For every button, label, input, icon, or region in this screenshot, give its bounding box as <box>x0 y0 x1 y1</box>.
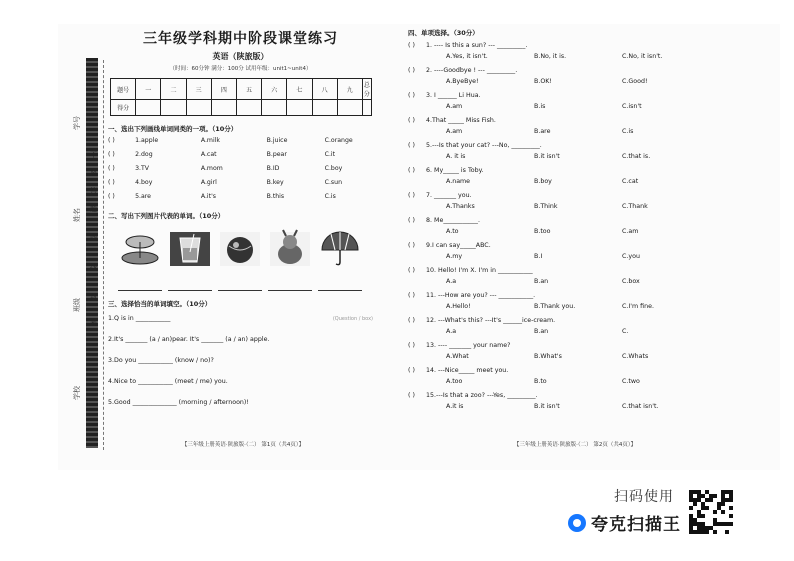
exam-title: 三年级学科期中阶段课堂练习 <box>143 31 338 47</box>
fill-blank-item[interactable] <box>108 329 373 350</box>
picture-answer-lines <box>118 278 373 291</box>
option-b: B.What's <box>534 353 562 360</box>
option-a: A.name <box>446 178 471 185</box>
fill-blank-text: 5.Good ______________ (morning / afternoon)! <box>108 399 249 406</box>
word: 5.are <box>135 192 151 200</box>
option-a: A.ByeBye! <box>446 78 479 85</box>
option-b: B.OK! <box>534 78 552 85</box>
answer-bracket[interactable]: ( ) <box>408 367 415 374</box>
option-c: C.box <box>622 278 640 285</box>
picture-row <box>118 228 373 268</box>
option-a: A.too <box>446 378 463 385</box>
score-header-cell: 总分 <box>362 79 371 100</box>
question <box>408 215 730 226</box>
score-row-label: 得分 <box>111 100 136 116</box>
option-c: C.orange <box>324 136 353 144</box>
answer-bracket[interactable]: ( ) <box>408 242 415 249</box>
answer-bracket[interactable]: ( ) <box>408 392 415 399</box>
qr-code-icon[interactable] <box>689 490 733 534</box>
question-options <box>408 76 730 87</box>
score-cell[interactable] <box>161 100 186 116</box>
question-text: 15.---Is that a zoo? ---Yes, _________. <box>426 392 538 399</box>
question-text: 10. Hello! I'm X. I'm in ___________ <box>426 267 533 274</box>
question <box>408 140 730 151</box>
question <box>408 65 730 76</box>
umbrella-icon <box>318 228 362 268</box>
option-b: B.to <box>534 378 547 385</box>
exam-subtitle: 英语（陕旅版） <box>212 52 269 61</box>
question <box>408 265 730 276</box>
score-cell[interactable] <box>287 100 312 116</box>
option-b: B.Think <box>534 203 558 210</box>
option-a: A.girl <box>200 178 217 186</box>
section-2-heading: 二、写出下列图片代表的单词。（10分） <box>108 212 225 220</box>
option-c: C.is <box>324 192 336 200</box>
question-text: 3. I ______ Li Hua. <box>426 92 481 99</box>
option-a: A.it's <box>200 192 217 200</box>
fill-blank-text: 3.Do you ___________ (know / no)? <box>108 357 214 364</box>
option-c: C.that isn't. <box>622 403 659 410</box>
word: 1.apple <box>135 136 159 144</box>
option-b: B.ID <box>266 164 280 172</box>
glass-of-juice-icon <box>168 228 212 268</box>
quark-scanner-logo-icon <box>568 514 586 532</box>
option-c: C.that is. <box>622 153 651 160</box>
word: 2.dog <box>135 150 153 158</box>
answer-bracket[interactable]: ( ) <box>408 117 415 124</box>
option-a: A.Yes, it isn't. <box>446 53 488 60</box>
list-item <box>108 161 373 175</box>
brand-row <box>568 510 681 535</box>
seal-line-char: 不 <box>90 151 97 159</box>
score-header-cell: 四 <box>211 79 236 100</box>
question <box>408 190 730 201</box>
scan-to-use-label: 扫码使用 <box>614 489 674 505</box>
option-a: A.a <box>446 328 457 335</box>
score-header-cell: 题号 <box>111 79 136 100</box>
answer-bracket[interactable]: ( ) <box>408 342 415 349</box>
option-a: A. it is <box>446 153 466 160</box>
question-list <box>408 40 730 412</box>
list-item <box>108 133 373 147</box>
question-text: 11. ---How are you? --- ___________. <box>426 292 536 299</box>
option-a: A.it is <box>446 403 464 410</box>
answer-line[interactable] <box>168 278 212 291</box>
option-b: B.juice <box>266 136 288 144</box>
question-options <box>408 176 730 187</box>
answer-bracket[interactable]: ( ) <box>408 292 415 299</box>
option-b: B.boy <box>534 178 552 185</box>
score-header-cell: 九 <box>337 79 362 100</box>
cartoon-animal-icon <box>268 228 312 268</box>
question <box>408 115 730 126</box>
answer-line[interactable] <box>268 278 312 291</box>
question-text: 7. _______ you. <box>426 192 472 199</box>
seal-line-char: 题 <box>90 205 97 213</box>
score-value-row <box>111 100 372 116</box>
option-c: C.Whats <box>622 353 649 360</box>
section-3-list <box>108 308 373 413</box>
score-header-cell: 八 <box>312 79 337 100</box>
score-cell[interactable] <box>136 100 161 116</box>
question-options <box>408 276 730 287</box>
left-page-footer: 【三年级上册英语·陕旅版·（二） 第1页（共4页）】 <box>181 442 305 448</box>
ball-icon <box>218 228 262 268</box>
score-cell[interactable] <box>262 100 287 116</box>
answer-bracket[interactable]: ( ) <box>408 192 415 199</box>
option-c: C.boy <box>324 164 343 172</box>
right-page-footer: 【三年级上册英语·陕旅版·（二） 第2页（共4页）】 <box>513 442 637 448</box>
question-options <box>408 151 730 162</box>
question-options <box>408 251 730 262</box>
option-c: C.I'm fine. <box>622 303 654 310</box>
question <box>408 365 730 376</box>
brand-name: 夸克扫描王 <box>591 515 681 535</box>
question-text: 14. ---Nice_____ meet you. <box>426 367 509 374</box>
option-a: A.milk <box>200 136 220 144</box>
question-text: 2. ----Goodbye ! --- _________. <box>426 67 518 74</box>
option-b: B.Thank you. <box>534 303 576 310</box>
option-a: A.What <box>446 353 469 360</box>
option-c: C.am <box>622 228 639 235</box>
answer-bracket[interactable]: ( ) <box>408 42 415 49</box>
score-cell[interactable] <box>236 100 261 116</box>
score-header-cell: 二 <box>161 79 186 100</box>
option-a: A.my <box>446 253 463 260</box>
question-options <box>408 351 730 362</box>
answer-bracket[interactable]: ( ) <box>408 317 415 324</box>
question <box>408 240 730 251</box>
score-header-cell: 五 <box>236 79 261 100</box>
answer-bracket[interactable]: ( ) <box>408 92 415 99</box>
option-b: B.are <box>534 128 551 135</box>
option-a: A.am <box>446 103 463 110</box>
word: 3.TV <box>135 164 149 172</box>
list-item <box>108 189 373 203</box>
question-options <box>408 301 730 312</box>
option-b: B.it isn't <box>534 153 560 160</box>
seal-line-char: 密 <box>90 319 97 327</box>
fill-blank-text: 1.Q is in ___________ <box>108 315 171 322</box>
question <box>408 390 730 401</box>
question <box>408 165 730 176</box>
question-text: 5.---Is that your cat? ---No, _________. <box>426 142 542 149</box>
option-a: A.cat <box>200 150 217 158</box>
list-item <box>108 147 373 161</box>
option-c: C. <box>622 328 629 335</box>
question <box>408 340 730 351</box>
seal-line-char: 答 <box>90 187 97 195</box>
fill-blank-text: 4.Nice to ___________ (meet / me) you. <box>108 378 228 385</box>
option-c: C.you <box>622 253 640 260</box>
student-id-label: 学号 <box>73 116 81 130</box>
score-header-row <box>111 79 372 100</box>
score-cell[interactable] <box>312 100 337 116</box>
answer-bracket[interactable]: ( ) <box>408 217 415 224</box>
section-4-heading: 四、单项选择。（30分） <box>408 29 479 37</box>
option-c: C.sun <box>324 178 342 186</box>
answer-bracket[interactable]: ( ) <box>408 67 415 74</box>
score-header-cell: 七 <box>287 79 312 100</box>
option-c: C.No, it isn't. <box>622 53 663 60</box>
option-c: C.two <box>622 378 640 385</box>
scanner-brand <box>568 486 681 535</box>
question-options <box>408 201 730 212</box>
exam-meta: （时间：60分钟 满分：100分 试用年级：unit1~unit4） <box>169 66 312 72</box>
option-a: A.to <box>446 228 459 235</box>
question-options <box>408 326 730 337</box>
fill-blank-item[interactable] <box>108 308 373 329</box>
list-item <box>108 175 373 189</box>
option-b: B.pear <box>266 150 287 158</box>
seal-line-char: 要 <box>90 169 97 177</box>
right-page <box>408 28 730 415</box>
score-header-cell: 三 <box>186 79 211 100</box>
seal-line-char: 封 <box>90 293 97 301</box>
option-c: C.it <box>324 150 336 158</box>
answer-bracket[interactable]: ( ) <box>108 192 115 200</box>
option-c: C.cat <box>622 178 639 185</box>
score-table <box>110 78 372 116</box>
option-b: B.an <box>534 328 549 335</box>
score-cell[interactable] <box>211 100 236 116</box>
option-a: A.Hello! <box>446 303 471 310</box>
answer-line[interactable] <box>218 278 262 291</box>
score-cell[interactable] <box>362 100 371 116</box>
question-text: 13. ---- _______ your name? <box>426 342 511 349</box>
option-c: C.Thank <box>622 203 648 210</box>
question <box>408 40 730 51</box>
class-label: 班级 <box>73 298 81 312</box>
option-b: B.it isn't <box>534 403 560 410</box>
question-options <box>408 126 730 137</box>
fill-blank-hint: (Question / box) <box>332 315 373 322</box>
option-b: B.I <box>534 253 543 260</box>
question <box>408 315 730 326</box>
option-c: C.Good! <box>622 78 648 85</box>
answer-bracket[interactable]: ( ) <box>108 178 115 186</box>
score-cell[interactable] <box>337 100 362 116</box>
score-header-cell: 六 <box>262 79 287 100</box>
question-options <box>408 401 730 412</box>
question-text: 1. ---- Is this a sun? --- _________. <box>426 42 528 49</box>
fill-blank-text: 2.It's _______ (a / an)pear. It's _______ (a / an) apple. <box>108 336 270 343</box>
seal-line-char: 线 <box>90 263 97 271</box>
fill-blank-item[interactable] <box>108 350 373 371</box>
question-text: 8. Me___________. <box>426 217 480 224</box>
word: 4.boy <box>135 178 153 186</box>
question <box>408 290 730 301</box>
question-options <box>408 226 730 237</box>
answer-bracket[interactable]: ( ) <box>408 167 415 174</box>
option-a: A.am <box>446 128 463 135</box>
option-a: A.Thanks <box>446 203 475 210</box>
section-1-list <box>108 133 373 203</box>
fill-blank-item[interactable] <box>108 392 373 413</box>
option-a: A.mom <box>200 164 223 172</box>
binding-strip <box>86 58 98 448</box>
option-b: B.an <box>534 278 549 285</box>
answer-bracket[interactable]: ( ) <box>408 267 415 274</box>
left-page <box>108 28 373 413</box>
school-label: 学校 <box>73 386 81 400</box>
score-header-cell: 一 <box>136 79 161 100</box>
answer-bracket[interactable]: ( ) <box>108 164 115 172</box>
option-b: B.is <box>534 103 546 110</box>
question-options <box>408 51 730 62</box>
option-a: A.a <box>446 278 457 285</box>
answer-line[interactable] <box>118 278 162 291</box>
umbrella-over-plate-icon <box>118 228 162 268</box>
option-c: C.isn't <box>622 103 642 110</box>
answer-line[interactable] <box>318 278 362 291</box>
question-text: 6. My_____ is Toby. <box>426 167 484 174</box>
fill-blank-item[interactable] <box>108 371 373 392</box>
answer-bracket[interactable]: ( ) <box>108 150 115 158</box>
question-text: 4.That _____ Miss Fish. <box>426 117 496 124</box>
option-b: B.this <box>266 192 285 200</box>
score-cell[interactable] <box>186 100 211 116</box>
name-label: 姓名 <box>73 208 81 222</box>
cut-line <box>103 60 104 450</box>
question-options <box>408 376 730 387</box>
question-options <box>408 101 730 112</box>
option-b: B.key <box>266 178 284 186</box>
option-b: B.No, it is. <box>534 53 567 60</box>
question <box>408 90 730 101</box>
question-text: 12. ---What's this? ---It's ______ice-cream. <box>426 317 556 324</box>
answer-bracket[interactable]: ( ) <box>408 142 415 149</box>
section-1-heading: 一、选出下列画线单词同类的一项。（10分） <box>108 125 238 133</box>
seal-line-char: 内 <box>90 233 97 241</box>
option-c: C.is <box>622 128 634 135</box>
question-text: 9.I can say_____ABC. <box>426 242 491 249</box>
section-3-heading: 三、选择恰当的单词填空。（10分） <box>108 300 212 308</box>
answer-bracket[interactable]: ( ) <box>108 136 115 144</box>
option-b: B.too <box>534 228 551 235</box>
